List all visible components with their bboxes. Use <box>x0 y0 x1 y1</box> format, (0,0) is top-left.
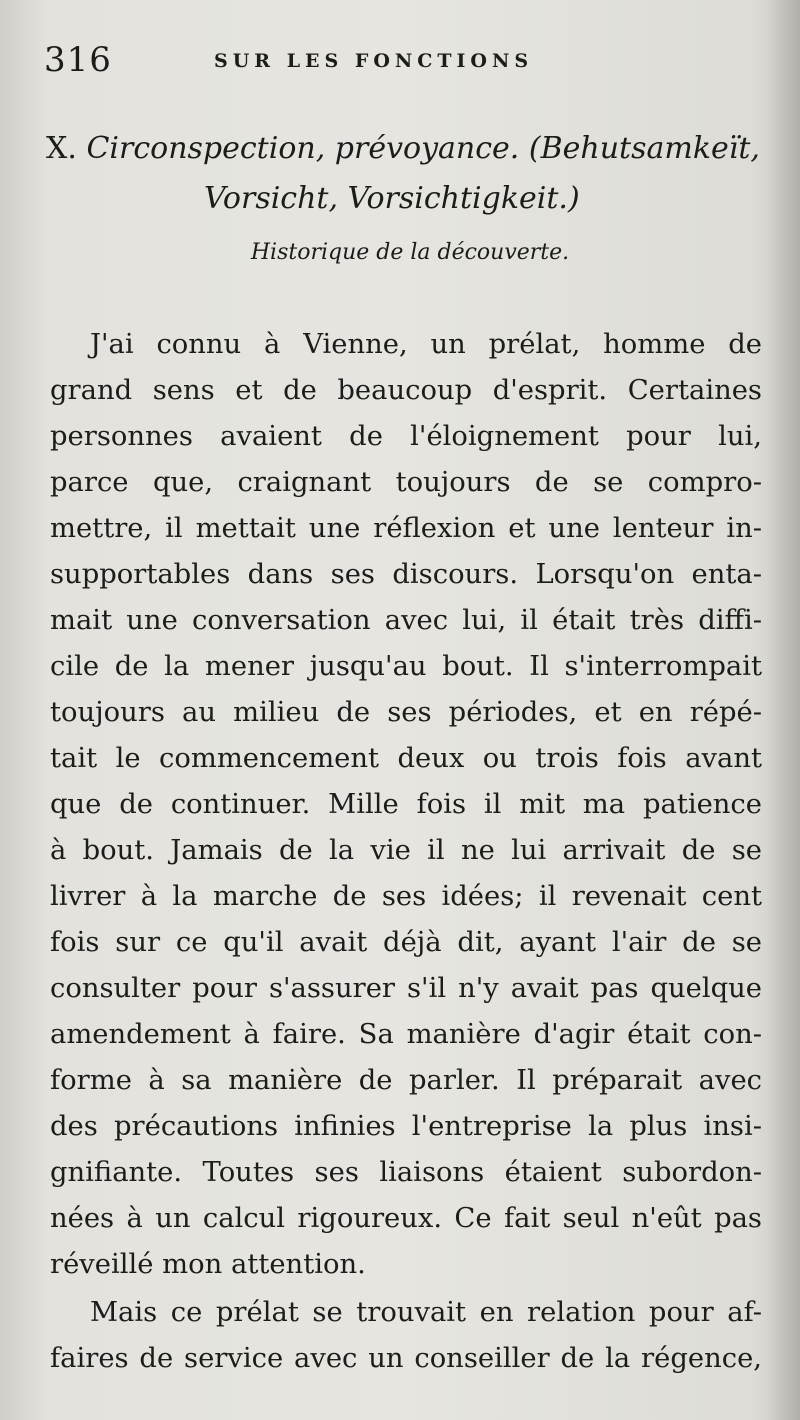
text-line: cile de la mener jusqu'au bout. Il s'interrompait <box>50 651 762 682</box>
text-line: que de continuer. Mille fois il mit ma patience <box>50 789 762 820</box>
text-line: supportables dans ses discours. Lorsqu'on enta- <box>50 559 762 590</box>
section-heading-line-1 <box>46 124 766 174</box>
page-edge-shadow <box>766 0 800 1420</box>
text-line: livrer à la marche de ses idées; il revenait cent <box>50 881 762 912</box>
text-line: Mais ce prélat se trouvait en relation pour af- <box>90 1297 762 1328</box>
text-line: réveillé mon attention. <box>50 1249 366 1280</box>
text-line: à bout. Jamais de la vie il ne lui arrivait de se <box>50 835 762 866</box>
text-line: parce que, craignant toujours de se compro- <box>50 467 762 498</box>
paragraph-2 <box>50 1290 762 1382</box>
text-line: nées à un calcul rigoureux. Ce fait seul n'eût pas <box>50 1203 762 1234</box>
text-line: faires de service avec un conseiller de la régence, <box>50 1343 762 1374</box>
section-heading <box>46 124 766 224</box>
text-line: forme à sa manière de parler. Il préparait avec <box>50 1065 762 1096</box>
text-line: personnes avaient de l'éloignement pour lui, <box>50 421 762 452</box>
text-line: consulter pour s'assurer s'il n'y avait pas quelque <box>50 973 762 1004</box>
text-line: grand sens et de beaucoup d'esprit. Certaines <box>50 375 762 406</box>
text-line: mettre, il mettait une réflexion et une lenteur in- <box>50 513 762 544</box>
section-number: X. <box>46 131 77 166</box>
text-line: gnifiante. Toutes ses liaisons étaient subordon- <box>50 1157 762 1188</box>
text-line: mait une conversation avec lui, il était très diffi- <box>50 605 762 636</box>
body-text <box>50 322 762 1382</box>
subheading: Historique de la découverte. <box>250 240 570 265</box>
text-line: J'ai connu à Vienne, un prélat, homme de <box>90 329 762 360</box>
running-head <box>44 40 604 80</box>
section-title-de-part-1: (Behutsamkeït, <box>528 131 760 166</box>
text-line: des précautions infinies l'entreprise la plus insi- <box>50 1111 762 1142</box>
text-line: fois sur ce qu'il avait déjà dit, ayant l'air de se <box>50 927 762 958</box>
text-line: amendement à faire. Sa manière d'agir était con- <box>50 1019 762 1050</box>
running-title: SUR LES FONCTIONS <box>214 50 534 72</box>
paragraph-1 <box>50 322 762 1288</box>
text-line: toujours au milieu de ses périodes, et en répé- <box>50 697 762 728</box>
section-title-de-part-2: Vorsicht, Vorsichtigkeit.) <box>204 181 580 216</box>
text-line: tait le commencement deux ou trois fois avant <box>50 743 762 774</box>
page-number: 316 <box>44 40 112 80</box>
section-title-fr: Circonspection, prévoyance. <box>86 131 520 166</box>
